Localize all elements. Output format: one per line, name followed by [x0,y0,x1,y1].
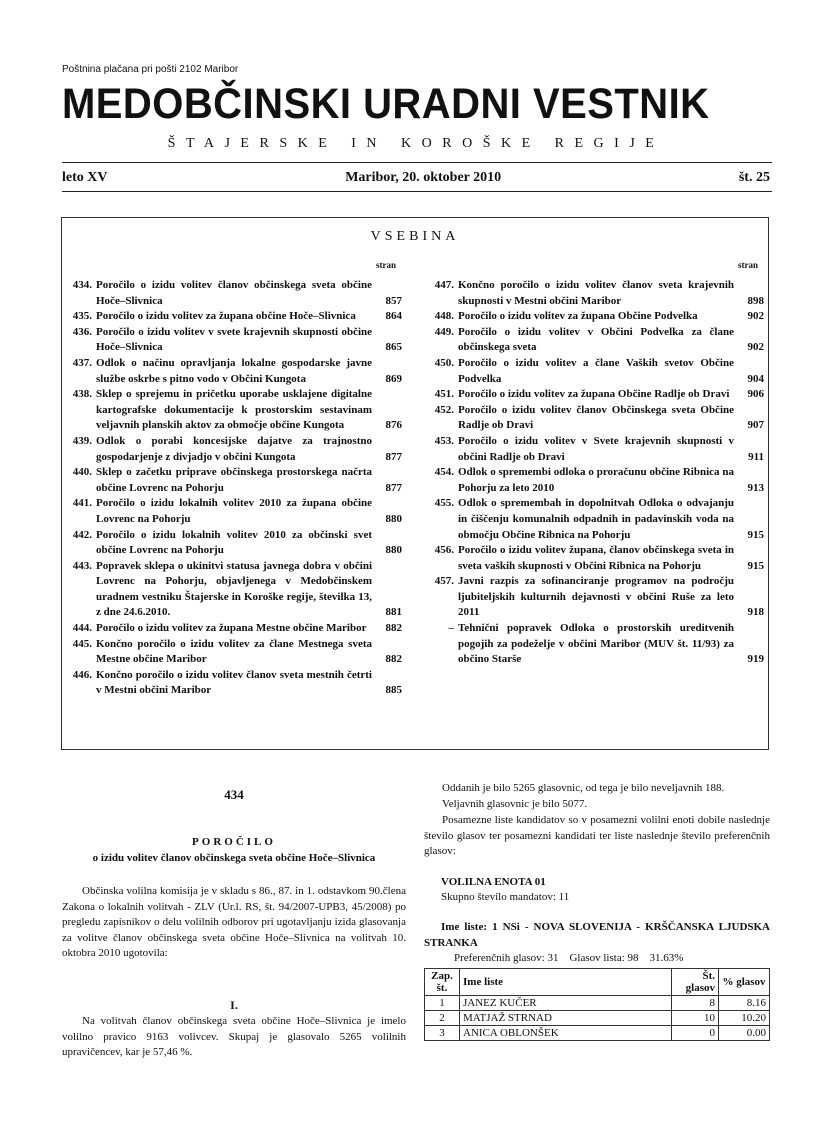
col-header-percent: % glasov [719,969,770,996]
toc-item-number: 440. [72,466,92,479]
toc-item-page: 915 [747,559,764,572]
article-heading: POROČILO [192,836,276,848]
table-row [425,1011,770,1026]
page-col-label-right: stran [738,260,758,270]
toc-item[interactable] [62,356,402,387]
toc-item-page: 885 [385,684,402,697]
toc-item-page: 869 [385,372,402,385]
contents-right-column [424,278,764,668]
cell-percent: 0.00 [719,1026,770,1041]
toc-item-number: 448. [434,310,454,323]
electoral-unit: VOLILNA ENOTA 01 [441,876,546,888]
toc-item-page: 907 [747,419,764,432]
toc-item[interactable] [62,325,402,356]
toc-item-number: 457. [434,575,454,588]
toc-item-number: 441. [72,497,92,510]
cell-candidate: MATJAŽ STRNAD [460,1011,672,1026]
toc-item-page: 880 [385,512,402,525]
cell-number: 1 [425,996,460,1011]
toc-item-number: 454. [434,466,454,479]
toc-item-number: 450. [434,356,454,369]
cell-number: 2 [425,1011,460,1026]
toc-item-title: Končno poročilo o izidu volitev za člane Mestnega sveta Mestne občine Maribor [96,637,372,666]
contents-left-column [62,278,402,699]
toc-item-number: 452. [434,403,454,416]
toc-item-title: Poročilo o izidu lokalnih volitev 2010 za župana občine Lovrenc na Pohorju [96,497,372,525]
article-subheading: o izidu volitev članov občinskega sveta občine Hoče–Slivnica [92,852,376,864]
issue-number: št. 25 [738,170,770,185]
toc-item[interactable] [424,543,764,574]
col-header-number: Zap. št. [425,969,460,996]
toc-item[interactable] [424,387,764,403]
toc-item-number: 455. [434,497,454,510]
toc-item-number: 444. [72,622,92,635]
article-intro: Občinska volilna komisija je v skladu s 86., 87. in 1. odstavkom 90.člena Zakona o lokalnih volitvah - ZLV (Ur.l. RS, št. 94/2007-UPB3, 45/2008) po pregledu zapisnikov o delu volilnih odborov pri ugotavljanju izida glasovanja za volitve članov občinskega sveta občine Hoče–Slivnica na volitvah 10. oktobra 2010 ugotovila: [62,885,406,959]
toc-item-page: 864 [385,310,402,323]
toc-item-page: 898 [747,294,764,307]
toc-item-number: 449. [434,325,454,338]
cell-votes: 0 [672,1026,719,1041]
toc-item[interactable] [424,278,764,309]
toc-item-number: 453. [434,434,454,447]
col-header-votes: Št. glasov [672,969,719,996]
issue-year: leto XV [62,170,108,185]
toc-item-page: 876 [385,419,402,432]
section-paragraph: Na volitvah članov občinskega sveta občine Hoče–Slivnica je imelo volilno pravico 9163 volivcev. Skupaj je glasovalo 5265 volilnih upravičencev, kar je 57,46 %. [62,1015,406,1058]
article-number: 434 [224,787,244,802]
issue-date: Maribor, 20. oktober 2010 [345,170,502,185]
list-name: Ime liste: 1 NSi - NOVA SLOVENIJA - KRŠČANSKA LJUDSKA STRANKA [424,921,770,949]
toc-item-page: 877 [385,450,402,463]
toc-item-page: 915 [747,528,764,541]
page-col-label-left: stran [376,260,396,270]
postage-note: Poštnina plačana pri pošti 2102 Maribor [62,64,239,75]
table-header-row [425,969,770,996]
toc-item-title: Poročilo o izidu volitev članov občinskega sveta občine Hoče–Slivnica [96,279,372,307]
toc-item-number: 439. [72,434,92,447]
toc-item[interactable] [424,356,764,387]
toc-item[interactable] [62,559,402,621]
issue-info [62,170,770,186]
toc-item[interactable] [62,637,402,668]
cell-number: 3 [425,1026,460,1041]
toc-item-number: 434. [72,279,92,291]
header-rule-top [62,162,772,163]
toc-item-number: 435. [72,310,92,323]
toc-item-number: 437. [72,356,92,369]
toc-item-number: – [448,622,454,635]
toc-item-page: 865 [385,341,402,354]
toc-item-title: Odlok o načinu opravljanja lokalne gospodarske javne službe oskrbe s pitno vodo v Občini Kungota [96,356,372,385]
toc-item-title: Sklep o začetku priprave občinskega prostorskega načrta občine Lovrenc na Pohorju [96,466,372,494]
toc-item-page: 904 [747,372,764,385]
lists-paragraph: Posamezne liste kandidatov so v posamezni volilni enoti dobile naslednje število glasov ter posamezni kandidati ter liste naslednje število preferenčnih glasov: [424,814,770,857]
mandate-count: Skupno število mandatov: 11 [441,891,570,903]
toc-item[interactable] [424,496,764,543]
toc-item-number: 451. [434,388,454,401]
toc-item-page: 857 [385,294,402,307]
toc-item[interactable] [62,309,402,325]
toc-item-page: 881 [385,606,402,619]
cell-percent: 10.20 [719,1011,770,1026]
toc-item[interactable] [62,496,402,527]
table-row [425,996,770,1011]
toc-item-title: Poročilo o izidu lokalnih volitev 2010 za občinski svet občine Lovrenc na Pohorju [96,528,372,557]
col-header-name: Ime liste [460,969,672,996]
toc-item[interactable] [424,403,764,434]
toc-item-number: 456. [434,544,454,557]
results-table [424,968,770,1041]
toc-item-number: 446. [72,668,92,681]
toc-item-number: 445. [72,637,92,650]
toc-item-title: Odlok o porabi koncesijske dajatve za trajnostno gospodarjenje z divjadjo v občini Kungota [96,434,372,463]
toc-item-title: Poročilo o izidu volitev za župana Občine Radlje ob Dravi [458,388,730,401]
cell-percent: 8.16 [719,996,770,1011]
masthead-subtitle: ŠTAJERSKE IN KOROŠKE REGIJE [167,136,665,151]
toc-item-title: Končno poročilo o izidu volitev članov sveta mestnih četrti v Mestni občini Maribor [96,668,372,697]
preferential-votes: Preferenčnih glasov: 31 Glasov lista: 98 31.63% [454,952,684,964]
toc-item[interactable] [62,668,402,699]
cell-votes: 8 [672,996,719,1011]
toc-item-title: Poročilo o izidu volitev v Svete krajevnih skupnosti v občini Radlje ob Dravi [458,434,734,463]
toc-item-title: Poročilo o izidu volitev za župana Mestne občine Maribor [96,622,367,635]
toc-item[interactable] [62,528,402,559]
contents-title: VSEBINA [370,229,460,244]
toc-item-title: Javni razpis za sofinanciranje programov na področju ljubiteljskih kulturnih dejavnosti v občini Ruše za leto 2011 [458,575,734,619]
toc-item-title: Končno poročilo o izidu volitev članov sveta krajevnih skupnosti v Mestni občini Maribor [458,279,734,307]
toc-item-number: 443. [72,559,92,572]
toc-item[interactable] [62,387,402,434]
toc-item-number: 438. [72,388,92,401]
toc-item-page: 882 [385,653,402,666]
toc-item[interactable] [424,465,764,496]
toc-item-title: Poročilo o izidu volitev v Občini Podvelka za člane občinskega sveta [458,325,734,354]
toc-item-page: 906 [747,388,764,401]
toc-item-page: 877 [385,481,402,494]
toc-item-page: 880 [385,544,402,557]
table-row [425,1026,770,1041]
toc-item-title: Poročilo o izidu volitev v svete krajevnih skupnosti občine Hoče–Slivnica [96,325,372,354]
toc-item-page: 882 [385,622,402,635]
section-number: I. [230,998,238,1012]
toc-item[interactable] [62,434,402,465]
toc-item-title: Poročilo o izidu volitev članov Občinskega sveta Občine Radlje ob Dravi [458,403,734,432]
cell-votes: 10 [672,1011,719,1026]
cell-candidate: JANEZ KUČER [460,996,672,1011]
cell-candidate: ANICA OBLONŠEK [460,1026,672,1041]
ballots-cast: Oddanih je bilo 5265 glasovnic, od tega je bilo neveljavnih 188. [442,782,725,794]
toc-item-title: Popravek sklepa o ukinitvi statusa javnega dobra v občini Lovrenc na Pohorju, objavljenega v Medobčinskem uradnem vestniku Štajerske in Koroške regije, številka 13, z dne 24.6.2010. [96,559,372,619]
toc-item-title: Poročilo o izidu volitev a člane Vaških svetov Občine Podvelka [458,356,734,385]
toc-item-page: 918 [747,606,764,619]
toc-item-title: Poročilo o izidu volitev župana, članov občinskega sveta in sveta vaških skupnosti v Občini Ribnica na Pohorju [458,544,734,572]
toc-item-title: Poročilo o izidu volitev za župana občine Hoče–Slivnica [96,310,356,323]
toc-item[interactable] [62,465,402,496]
toc-item[interactable] [424,434,764,465]
toc-item[interactable] [424,574,764,621]
toc-item-number: 442. [72,528,92,541]
toc-item[interactable] [62,278,402,309]
toc-item[interactable] [62,621,402,637]
toc-item-page: 913 [747,481,764,494]
masthead-title: MEDOBČINSKI URADNI VESTNIK [62,80,710,128]
header-rule-bottom [62,191,772,192]
valid-ballots: Veljavnih glasovnic je bilo 5077. [442,798,588,810]
toc-item-page: 911 [748,450,764,463]
toc-item-title: Tehnični popravek Odloka o prostorskih ureditvenih pogojih za podeželje v občini Maribor (MUV št. 11/93) za občino Starše [458,622,734,666]
toc-item[interactable] [424,325,764,356]
toc-item-number: 447. [434,279,454,291]
toc-item[interactable] [424,309,764,325]
toc-item-title: Odlok o spremembi odloka o proračunu občine Ribnica na Pohorju za leto 2010 [458,466,734,494]
toc-item-number: 436. [72,325,92,338]
toc-item-title: Sklep o sprejemu in pričetku uporabe usklajene digitalne kartografske dokumentacije k prostorskim sestavinam veljavnih planskih aktov za območje občine Kungota [96,388,372,432]
toc-item-page: 919 [747,653,764,666]
toc-item-title: Poročilo o izidu volitev za župana Občine Podvelka [458,310,698,323]
toc-item[interactable] [424,621,764,668]
toc-item-page: 902 [747,341,764,354]
toc-item-page: 902 [747,310,764,323]
toc-item-title: Odlok o spremembah in dopolnitvah Odloka o odvajanju in čiščenju komunalnih odpadnih in padavinskih voda na območju Občine Ribnica na Pohorju [458,497,734,541]
